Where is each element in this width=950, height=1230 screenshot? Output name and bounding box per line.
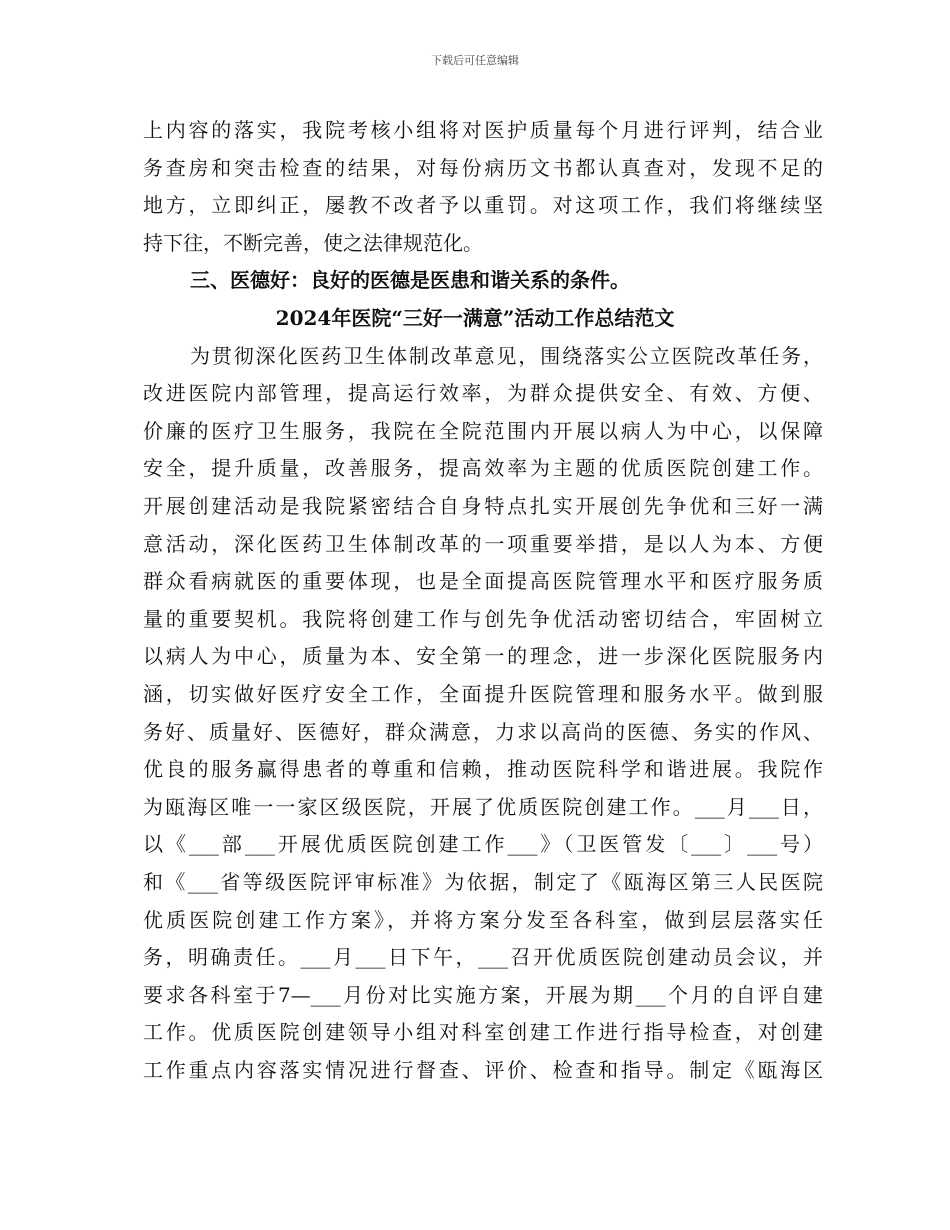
text-line: 涵，切实做好医疗安全工作，全面提升医院管理和服务水平。做到服 bbox=[143, 682, 823, 706]
text-line: 务查房和突击检查的结果，对每份病历文书都认真查对，发现不足的 bbox=[143, 156, 823, 180]
text-line: 要求各科室于7—___月份对比实施方案，开展为期___个月的自评自建 bbox=[143, 983, 823, 1007]
header-note: 下载后可任意编辑 bbox=[431, 54, 519, 67]
text-line: 优质医院创建工作方案》，并将方案分发至各科室，做到层层落实任 bbox=[143, 908, 823, 932]
text-line: 安全，提升质量，改善服务，提高效率为主题的优质医院创建工作。 bbox=[143, 456, 823, 480]
document-title: 2024年医院“三好一满意”活动工作总结范文 bbox=[275, 306, 675, 330]
text-line: 优良的服务赢得患者的尊重和信赖，推动医院科学和谐进展。我院作 bbox=[143, 757, 823, 781]
text-line: 务好、质量好、医德好，群众满意，力求以高尚的医德、务实的作风、 bbox=[143, 720, 823, 744]
text-line: 群众看病就医的重要体现，也是全面提高医院管理水平和医疗服务质 bbox=[143, 569, 823, 593]
text-line: 工作重点内容落实情况进行督查、评价、检查和指导。制定《瓯海区 bbox=[143, 1058, 823, 1082]
text-line: 量的重要契机。我院将创建工作与创先争优活动密切结合，牢固树立 bbox=[143, 607, 823, 631]
text-line: 以《___部___开展优质医院创建工作___》（卫医管发〔___〕___号） bbox=[143, 832, 823, 856]
text-line: 意活动，深化医药卫生体制改革的一项重要举措，是以人为本、方便 bbox=[143, 532, 823, 556]
text-line: 务，明确责任。___月___日下午，___召开优质医院创建动员会议，并 bbox=[143, 945, 823, 969]
text-line: 为瓯海区唯一一家区级医院，开展了优质医院创建工作。___月___日， bbox=[143, 795, 823, 819]
text-line: 改进医院内部管理，提高运行效率，为群众提供安全、有效、方便、 bbox=[143, 381, 823, 405]
text-line: 开展创建活动是我院紧密结合自身特点扎实开展创先争优和三好一满 bbox=[143, 494, 823, 518]
text-line: 为贯彻深化医药卫生体制改革意见，围绕落实公立医院改革任务， bbox=[190, 344, 823, 368]
text-line: 上内容的落实，我院考核小组将对医护质量每个月进行评判，结合业 bbox=[143, 118, 823, 142]
section-heading: 三、医德好：良好的医德是医患和谐关系的条件。 bbox=[190, 268, 630, 292]
text-line: 和《___省等级医院评审标准》为依据，制定了《瓯海区第三人民医院 bbox=[143, 870, 823, 894]
text-line: 价廉的医疗卫生服务，我院在全院范围内开展以病人为中心，以保障 bbox=[143, 419, 823, 443]
text-line: 以病人为中心，质量为本、安全第一的理念，进一步深化医院服务内 bbox=[143, 644, 823, 668]
text-line: 持下往，不断完善，使之法律规范化。 bbox=[143, 231, 483, 255]
text-line: 地方，立即纠正，屡教不改者予以重罚。对这项工作，我们将继续坚 bbox=[143, 193, 823, 217]
text-line: 工作。优质医院创建领导小组对科室创建工作进行指导检查，对创建 bbox=[143, 1020, 823, 1044]
